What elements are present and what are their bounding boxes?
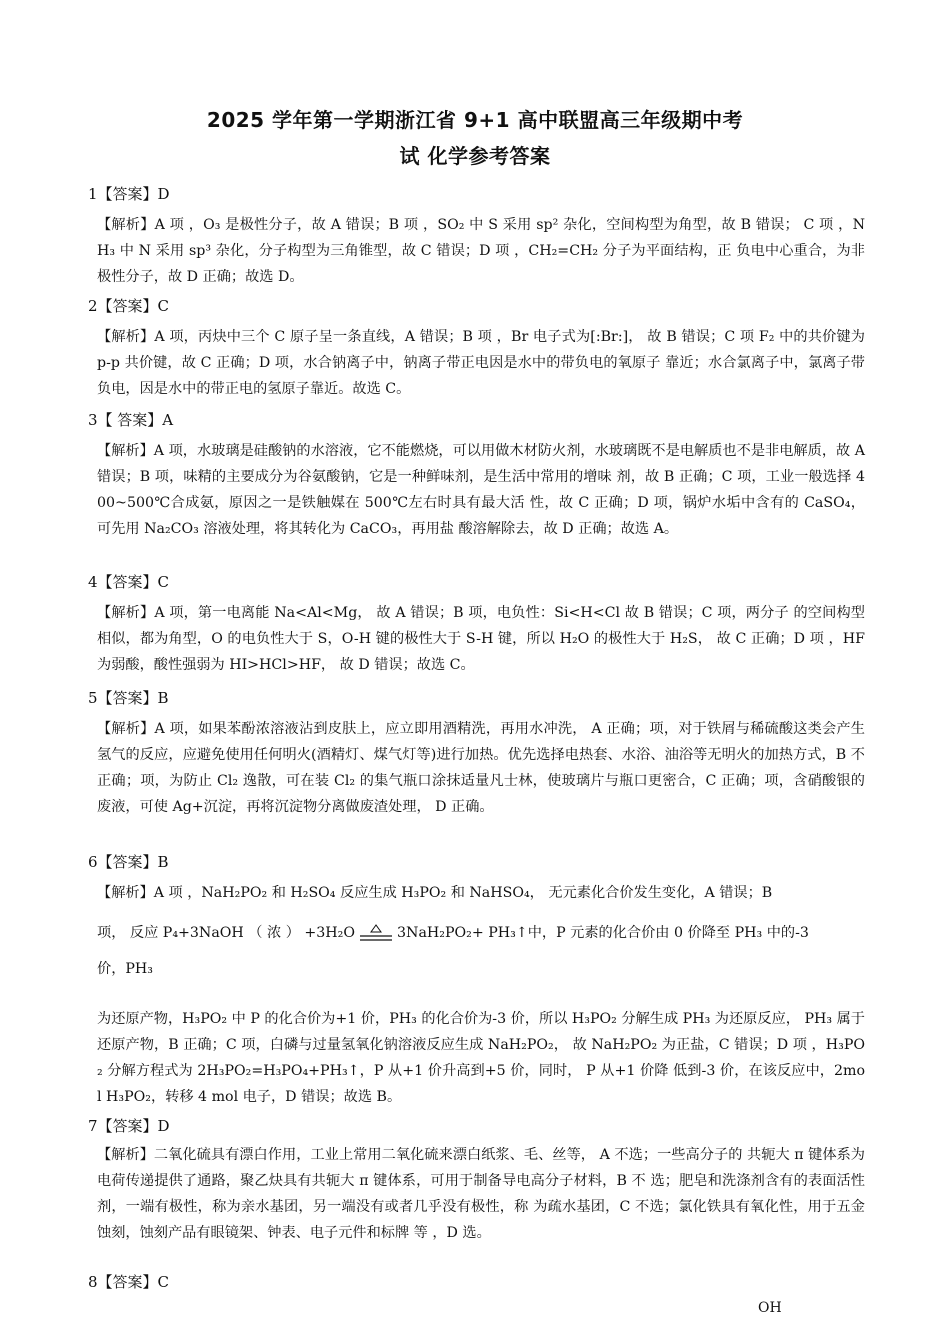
answer-7: 7【答案】D bbox=[88, 1117, 170, 1135]
equation-reactants: 项， 反应 P₄+3NaOH （ 浓 ） +3H₂O bbox=[97, 925, 356, 941]
heat-equals-icon bbox=[359, 923, 393, 943]
analysis-6-tail: 价，PH₃ bbox=[97, 961, 153, 977]
answer-6: 6【答案】B bbox=[88, 853, 169, 871]
analysis-6-part-b: 为还原产物，H₃PO₂ 中 P 的化合价为+1 价，PH₃ 的化合价为-3 价，所以 H₃PO₂ 分解生成 PH₃ 为还原反应， PH₃ 属于还原产物，B 正确；C 项，白磷与过量氢氧化钠溶液反应生成 NaH₂PO₂， 故 NaH₂PO₂ 为正盐，C 错误；D 项 ，H₃PO₂ 分解方程式为 2H₃PO₂=H₃PO₄+PH₃↑，P 从+1 价升高到+5 价，同时， P 从+1 价降 低到-3 价，在该反应中，2mol H₃PO₂，转移 4 mol 电子，D 错误；故选 B。 bbox=[97, 1011, 865, 1105]
document-title-line2: 试 化学参考答案 bbox=[399, 144, 551, 168]
answer-4: 4【答案】C bbox=[88, 573, 170, 591]
equation-products: 3NaH₂PO₂+ PH₃↑中，P 元素的化合价由 0 价降至 PH₃ 中的-3 bbox=[397, 925, 809, 941]
answer-3: 3【 答案】A bbox=[88, 411, 174, 429]
analysis-4: 【解析】A 项，第一电离能 Na<Al<Mg， 故 A 错误；B 项，电负性：Si<H<Cl 故 B 错误；C 项，两分子 的空间构型相似，都为角型，O 的电负性大于 S，O-H 键的极性大于 S-H 键，所以 H₂O 的极性大于 H₂S， 故 C 正确；D 项 ，HF 为弱酸，酸性强弱为 HI>HCl>HF， 故 D 错误；故选 C。 bbox=[97, 605, 865, 673]
analysis-3: 【解析】A 项，水玻璃是硅酸钠的水溶液，它不能燃烧，可以用做木材防火剂，水玻璃既不是电解质也不是非电解质，故 A 错误；B 项，味精的主要成分为谷氨酸钠，它是一种鲜味剂，是生活中常用的增味 剂，故 B 正确；C 项，工业一般选择 400~500℃合成氨，原因之一是铁触媒在 500℃左右时具有最大活 性，故 C 正确；D 项，锅炉水垢中含有的 CaSO₄， 可先用 Na₂CO₃ 溶液处理，将其转化为 CaCO₃，再用盐 酸溶解除去，故 D 正确；故选 A。 bbox=[97, 443, 865, 537]
answer-2: 2【答案】C bbox=[88, 297, 170, 315]
answer-8: 8【答案】C bbox=[88, 1273, 170, 1291]
reaction-equation-line bbox=[97, 920, 865, 946]
answer-5: 5【答案】B bbox=[88, 689, 169, 707]
answer-1: 1【答案】D bbox=[88, 185, 170, 203]
analysis-1: 【解析】A 项 ，O₃ 是极性分子，故 A 错误；B 项 ，SO₂ 中 S 采用 sp² 杂化，空间构型为角型，故 B 错误； C 项 ，NH₃ 中 N 采用 sp³ 杂化，分子构型为三角锥型，故 C 错误；D 项 ，CH₂=CH₂ 分子为平面结构，正 负电中心重合，为非极性分子，故 D 正确；故选 D。 bbox=[97, 217, 865, 285]
analysis-5: 【解析】A 项，如果苯酚浓溶液沾到皮肤上，应立即用酒精洗，再用水冲洗， A 正确；项，对于铁屑与稀硫酸这类会产生氢气的反应，应避免使用任何明火(酒精灯、煤气灯等)进行加热。优先选择电热套、水浴、油浴等无明火的加热方式，B 不正确；项，为防止 Cl₂ 逸散，可在装 Cl₂ 的集气瓶口涂抹适量凡士林，使玻璃片与瓶口更密合，C 正确；项，含硝酸银的废液，可使 Ag+沉淀，再将沉淀物分离做废渣处理， D 正确。 bbox=[97, 721, 865, 815]
structure-label-oh: OH bbox=[758, 1300, 782, 1316]
analysis-2: 【解析】A 项，丙炔中三个 C 原子呈一条直线，A 错误；B 项 ，Br 电子式为[:Br:]， 故 B 错误；C 项 F₂ 中的共价键为 p-p 共价键，故 C 正确；D 项，水合钠离子中，钠离子带正电因是水中的带负电的氧原子 靠近；水合氯离子中，氯离子带负电，因是水中的带正电的氢原子靠近。故选 C。 bbox=[97, 329, 865, 397]
analysis-6-part-a: 【解析】A 项 ，NaH₂PO₂ 和 H₂SO₄ 反应生成 H₃PO₂ 和 NaHSO₄， 无元素化合价发生变化，A 错误；B bbox=[97, 885, 773, 901]
document-title-line1: 2025 学年第一学期浙江省 9+1 高中联盟高三年级期中考 bbox=[206, 108, 744, 132]
analysis-7: 【解析】二氧化硫具有漂白作用，工业上常用二氧化硫来漂白纸浆、毛、丝等， A 不选；一些高分子的 共轭大 π 键体系为电荷传递提供了通路，聚乙炔具有共轭大 π 键体系，可用于制备导电高分子材料，B 不 选；肥皂和洗涤剂含有的表面活性剂，一端有极性，称为亲水基团，另一端没有或者几乎没有极性，称 为疏水基团，C 不选；氯化铁具有氧化性，用于五金蚀刻，蚀刻产品有眼镜架、钟表、电子元件和标牌 等 ，D 选。 bbox=[97, 1147, 865, 1241]
